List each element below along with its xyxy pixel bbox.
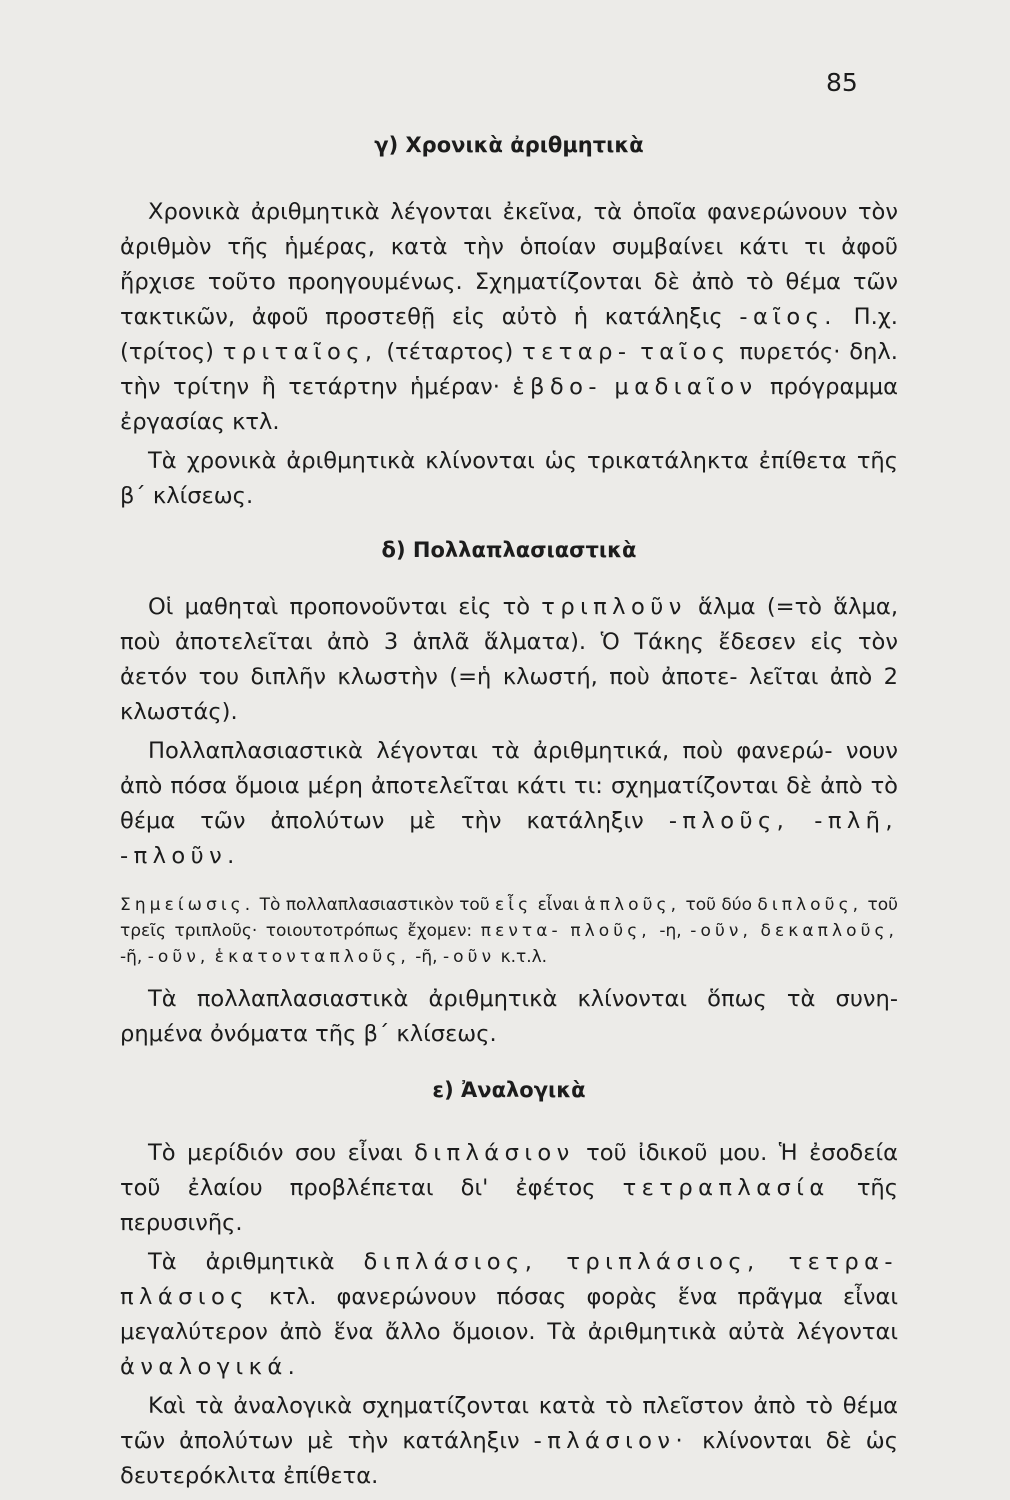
text-line: ἀφοῦ ἤρχισε τοῦτο προηγουμένως. Σχηματίζονται δὲ ἀπὸ τὸ: [120, 234, 898, 295]
text-line: -ῆ,: [415, 947, 438, 967]
note-paragraph: [120, 892, 898, 970]
text-line: θέμα τῶν τακτικῶν, ἀφοῦ προστεθῇ εἰς αὐτὸ ἡ κατάληξις: [120, 269, 898, 330]
paragraph-multiplicative-examples: [120, 590, 898, 730]
spaced-term: πεντα-: [480, 921, 562, 941]
text-line: -η,: [659, 921, 682, 941]
spaced-term: πλάσιος: [120, 1284, 249, 1310]
spaced-term: τετρα-: [788, 1249, 899, 1275]
spaced-term: εἷς: [494, 895, 533, 915]
text-line: Οἱ μαθηταὶ προπονοῦνται εἰς τὸ: [148, 594, 531, 620]
text-line: τοῦ τρεῖς τριπλοῦς· τοιουτοτρόπως ἔχομεν:: [120, 895, 899, 941]
text-line: τὸν ἀριθμὸν τῆς ἡμέρας, κατὰ τὴν ὁποίαν συμβαίνει κάτι τι: [120, 199, 898, 260]
text-line: τῆς περυσινῆς.: [120, 1175, 898, 1236]
paragraph-temporal-declension: [120, 444, 898, 514]
text-line: Τὰ ἀριθμητικὰ: [148, 1249, 335, 1275]
text-line: Τὸ πολλαπλασιαστικὸν τοῦ: [259, 895, 490, 915]
spaced-term: τριπλάσιος,: [566, 1249, 760, 1275]
text-line: πρόγραμμα ἐργασίας κτλ.: [120, 374, 898, 435]
spaced-term: ταῖος: [640, 339, 731, 365]
text-line: ἐσοδεία τοῦ ἐλαίου προβλέπεται δι' ἐφέτος: [120, 1140, 899, 1201]
note-label: Σημείωσις.: [120, 895, 255, 915]
spaced-term: διπλοῦς,: [757, 895, 863, 915]
spaced-term: -πλοῦν.: [120, 843, 240, 869]
spaced-term: μαδιαῖον: [614, 374, 758, 400]
paragraph-proportional-formation: [120, 1389, 898, 1494]
spaced-term: τριπλοῦν: [541, 594, 687, 620]
text-line: τῆς β΄ κλίσεως.: [120, 448, 898, 509]
paragraph-proportional-definition: [120, 1245, 898, 1385]
spaced-term: -πλοῦς,: [668, 808, 790, 834]
text-line: τοῦ: [685, 895, 716, 915]
text-line: Π.χ. (τρίτος): [120, 304, 898, 365]
spaced-term: πλοῦς,: [570, 921, 651, 941]
heading-temporal-numerals: γ) Χρονικὰ ἀριθμητικὰ: [374, 133, 644, 157]
spaced-term: -πλάσιον·: [533, 1428, 689, 1454]
text-line: ρημένα ὀνόματα τῆς β΄ κλίσεως.: [120, 1021, 497, 1047]
spaced-term: -οῦν: [442, 947, 496, 967]
paragraph-multiplicative-definition: [120, 734, 898, 874]
paragraph-temporal-definition: [120, 195, 898, 440]
spaced-term: -πλῆ,: [814, 808, 899, 834]
page-content: [120, 125, 898, 1494]
spaced-term: δεκαπλοῦς,: [760, 921, 899, 941]
spaced-term: τετραπλασία: [622, 1175, 830, 1201]
text-line: (τέταρτος): [386, 339, 514, 365]
text-line: Τὸ μερίδιόν σου εἶναι: [148, 1140, 403, 1166]
text-line: κλίνονται: [702, 1428, 812, 1454]
text-line: κτλ. φανερώνουν πόσας φορὰς ἕνα πρᾶγμα εἶναι: [268, 1284, 899, 1310]
text-line: δὲ ἀπὸ τὸ θέμα τῶν ἀπολύτων μὲ τὴν κατάληξιν: [120, 773, 898, 834]
text-line: Τὰ πολλαπλασιαστικὰ ἀριθμητικὰ κλίνονται ὅπως τὰ συνη-: [148, 986, 898, 1012]
text-line: πυρετός· δηλ. τὴν τρίτην ἢ τετάρτην ἡμέραν·: [120, 339, 898, 400]
text-line: δύο: [721, 895, 752, 915]
spaced-term: ἑβδο-: [512, 374, 602, 400]
heading-proportional-numerals: ε) Ἀναλογικὰ: [432, 1078, 586, 1102]
spaced-term: διπλάσιον: [414, 1140, 575, 1166]
text-line: εἶναι: [537, 895, 579, 915]
spaced-term: τεταρ-: [522, 339, 632, 365]
spaced-term: ἁπλοῦς,: [584, 895, 681, 915]
text-line: Πολλαπλασιαστικὰ λέγονται τὰ ἀριθμητικά, ποὺ φανερώ-: [148, 738, 833, 764]
heading-multiplicative-numerals: δ) Πολλαπλασιαστικὰ: [381, 538, 637, 562]
spaced-term: -οῦν,: [147, 947, 210, 967]
text-line: δὲ ὡς δευτερόκλιτα ἐπίθετα.: [120, 1428, 898, 1489]
text-line: τοῦ ἰδικοῦ μου. Ἡ: [586, 1140, 798, 1166]
text-line: λεῖται ἀπὸ 2 κλωστάς).: [120, 664, 898, 725]
spaced-term: διπλάσιος,: [363, 1249, 538, 1275]
text-line: Χρονικὰ ἀριθμητικὰ λέγονται ἐκεῖνα, τὰ ὁποῖα φανερώνουν: [148, 199, 848, 225]
spaced-term: -οῦν,: [690, 921, 752, 941]
text-line: εἰς τὸν ἀετόν του διπλῆν κλωστὴν (=ἡ κλωστή, ποὺ ἀποτε-: [120, 629, 898, 690]
text-line: θέμα τῶν ἀπολύτων μὲ τὴν κατάληξιν: [120, 1393, 898, 1454]
spaced-term: ἀναλογικά.: [120, 1354, 301, 1380]
spaced-term: ἑκατονταπλοῦς,: [214, 947, 410, 967]
text-line: κ.τ.λ.: [500, 947, 548, 967]
text-line: μεγαλύτερον ἀπὸ ἕνα ἄλλο ὅμοιον. Τὰ ἀριθμητικὰ αὐτὰ λέγονται: [120, 1319, 898, 1345]
page-number: 85: [826, 68, 858, 97]
text-line: -ῆ,: [120, 947, 143, 967]
text-line: νουν ἀπὸ πόσα ὅμοια μέρη ἀποτελεῖται κάτι τι: σχηματίζονται: [120, 738, 898, 799]
text-line: Καὶ τὰ ἀναλογικὰ σχηματίζονται κατὰ τὸ πλεῖστον ἀπὸ τὸ: [148, 1393, 833, 1419]
text-line: Τὰ χρονικὰ ἀριθμητικὰ κλίνονται ὡς τρικατάληκτα ἐπίθετα: [148, 448, 847, 474]
text-line: ἅλμα (=τὸ: [698, 594, 823, 620]
spaced-term: -αῖος.: [739, 304, 837, 330]
text-line: ἅλμα, ποὺ ἀποτελεῖται ἀπὸ 3 ἁπλᾶ ἅλματα). Ὁ Τάκης ἔδεσεν: [120, 594, 898, 655]
paragraph-proportional-examples: [120, 1136, 898, 1241]
spaced-term: τριταῖος,: [222, 339, 378, 365]
paragraph-multiplicative-declension: [120, 982, 898, 1052]
